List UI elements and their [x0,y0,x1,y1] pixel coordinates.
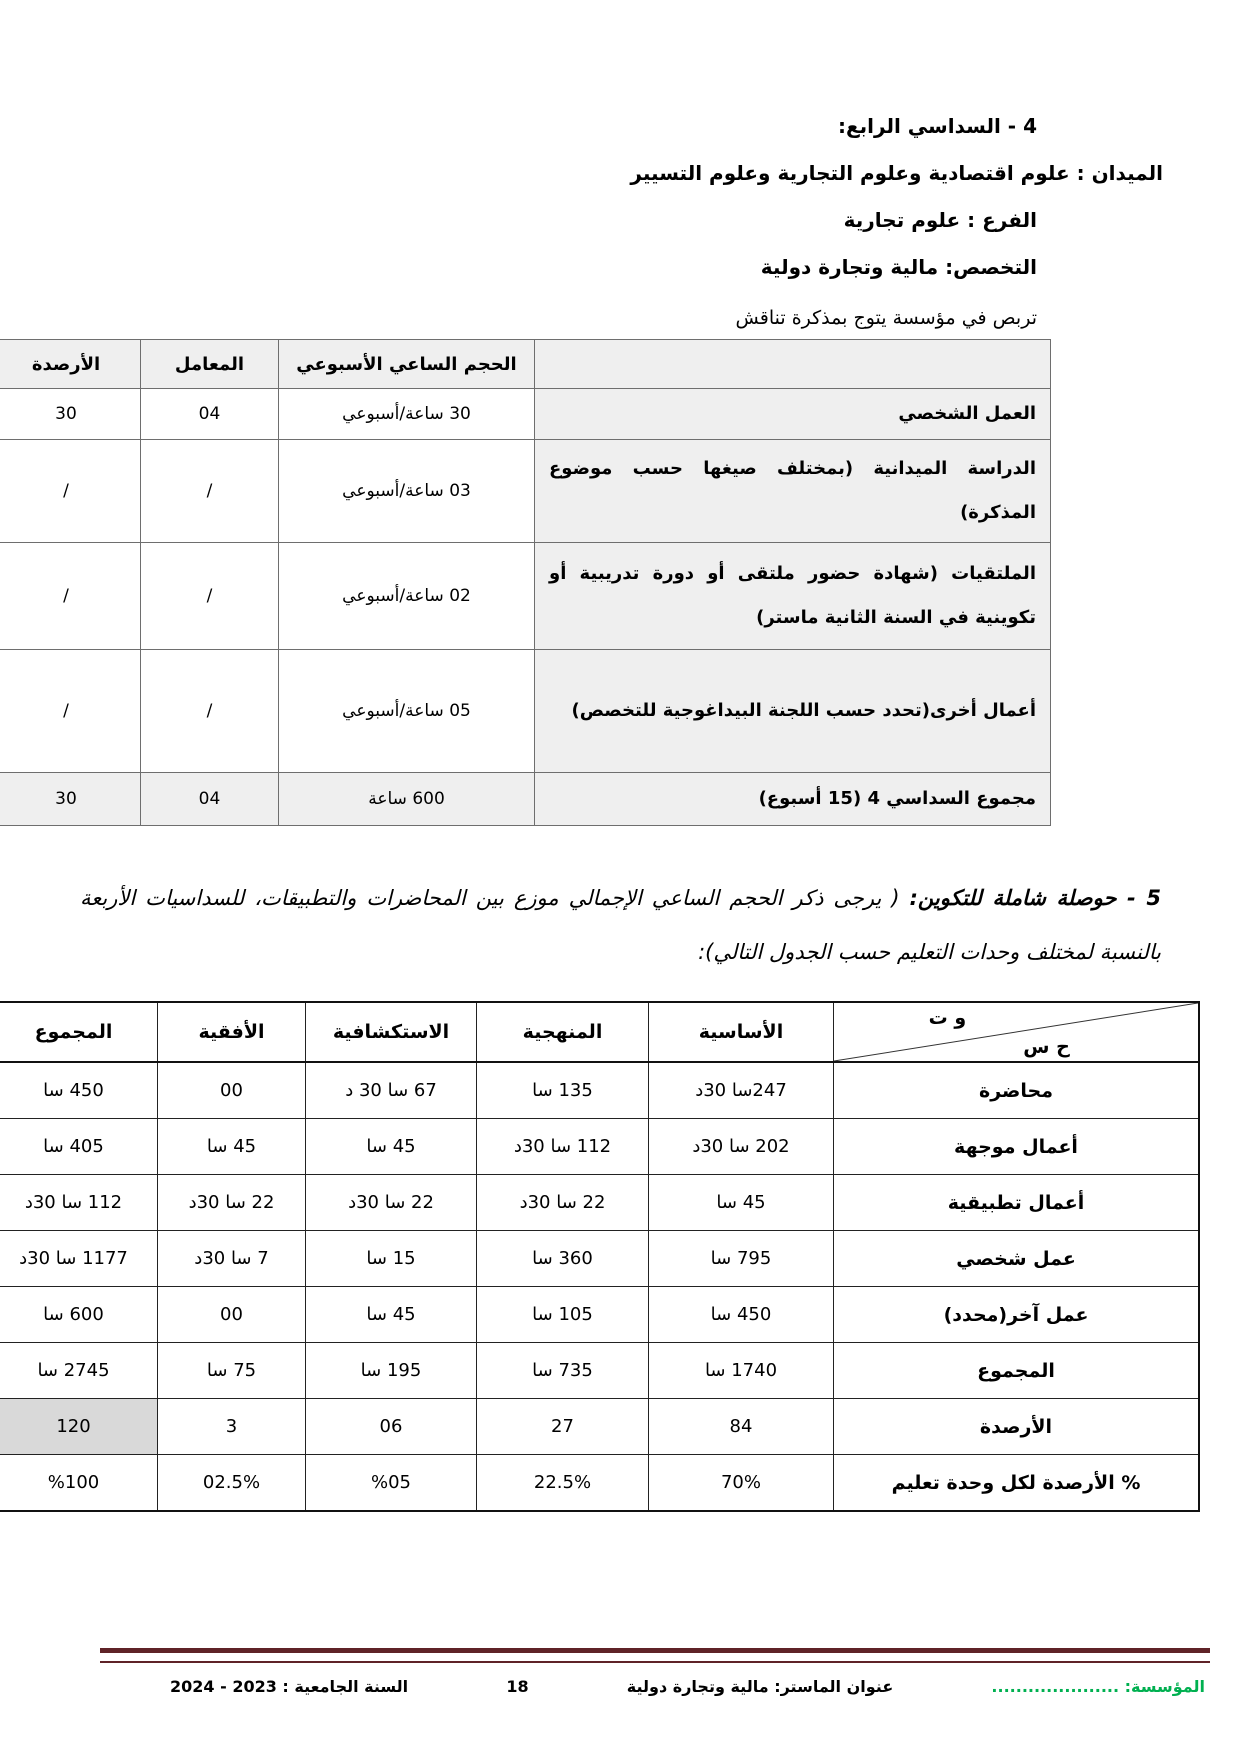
weekly-value: 30 ساعة/أسبوعي [279,389,535,440]
table-total-row [0,1343,1199,1399]
master-title-label: عنوان الماستر: مالية وتجارة دولية [626,1677,894,1696]
cell-value: 1177 سا 30د [0,1231,158,1287]
footer-divider [100,1648,1210,1663]
table-row [0,1175,1199,1231]
page-number: 18 [506,1677,529,1696]
cell-value: 70% [649,1455,834,1512]
specialty-line: التخصص: مالية وتجارة دولية [760,255,1037,279]
table-row [0,1062,1199,1119]
corner-units-label: و ت [928,1006,967,1029]
cell-value: 45 سا [306,1119,477,1175]
table-row [0,543,1051,650]
col-header-coefficient: المعامل [141,340,279,389]
weekly-value: 02 ساعة/أسبوعي [279,543,535,650]
col-header-weekly-volume: الحجم الساعي الأسبوعي [279,340,535,389]
coefficient-value: / [141,650,279,773]
semester-title: 4 - السداسي الرابع: [838,114,1037,138]
row-label: عمل آخر(محدد) [834,1287,1200,1343]
institution-label: المؤسسة: ..................... [991,1677,1205,1696]
cell-value: 75 سا [158,1343,306,1399]
coefficient-value: / [141,440,279,543]
cell-value: 112 سا 30د [0,1175,158,1231]
cell-value: 15 سا [306,1231,477,1287]
cell-value: 22 سا 30د [158,1175,306,1231]
internship-note: تربص في مؤسسة يتوج بمذكرة تناقش [735,307,1037,329]
page-footer [0,1648,1241,1696]
cell-value: 45 سا [306,1287,477,1343]
cell-value: 600 سا [0,1287,158,1343]
cell-value: %05 [306,1455,477,1512]
cell-value: 22 سا 30د [306,1175,477,1231]
cell-value: 795 سا [649,1231,834,1287]
section5-text: ( يرجى ذكر الحجم الساعي الإجمالي موزع بين المحاضرات والتطبيقات، للسداسيات الأربعة بالنسبة لمختلف وحدات التعليم حسب الجدول التالي): [80,886,1161,964]
total-weekly-value: 600 ساعة [279,773,535,826]
cell-value: 45 سا [158,1119,306,1175]
cell-value: 112 سا 30د [477,1119,649,1175]
header-block [0,0,1241,291]
cell-value: 84 [649,1399,834,1455]
row-label: % الأرصدة لكل وحدة تعليم [834,1455,1200,1512]
empty-corner-cell [535,340,1051,389]
cell-value: 735 سا [477,1343,649,1399]
cell-value: 3 [158,1399,306,1455]
row-label: أعمال موجهة [834,1119,1200,1175]
col-header-total: المجموع [0,1002,158,1062]
row-label: الأرصدة [834,1399,1200,1455]
table-row [0,1231,1199,1287]
coefficient-value: 04 [141,389,279,440]
total-credits-value: 30 [0,773,141,826]
cell-value: 00 [158,1287,306,1343]
table-row [0,650,1051,773]
col-header-credits: الأرصدة [0,340,141,389]
cell-value: 7 سا 30د [158,1231,306,1287]
table-credits-row [0,1399,1199,1455]
col-header-fundamental: الأساسية [649,1002,834,1062]
row-label: محاضرة [834,1062,1200,1119]
cell-value: 2745 سا [0,1343,158,1399]
cell-value: 247سا 30د [649,1062,834,1119]
weekly-value: 05 ساعة/أسبوعي [279,650,535,773]
credits-value: / [0,650,141,773]
table-row [0,1119,1199,1175]
table-total-row [0,773,1051,826]
row-label: الملتقيات (شهادة حضور ملتقى أو دورة تدريبية أو تكوينية في السنة الثانية ماستر) [535,543,1051,650]
row-label: الدراسة الميدانية (بمختلف صيغها حسب موضوع المذكرة) [535,440,1051,543]
total-credits-cell: 120 [0,1399,158,1455]
cell-value: 27 [477,1399,649,1455]
total-coefficient-value: 04 [141,773,279,826]
cell-value: 22.5% [477,1455,649,1512]
table-header-row [0,340,1051,389]
diagonal-line-icon [834,1003,1198,1061]
row-label: عمل شخصي [834,1231,1200,1287]
cell-value: 405 سا [0,1119,158,1175]
table-row [0,440,1051,543]
cell-value: 45 سا [649,1175,834,1231]
coefficient-value: / [141,543,279,650]
weekly-value: 03 ساعة/أسبوعي [279,440,535,543]
section5-title: 5 - حوصلة شاملة للتكوين: [909,886,1162,910]
credits-value: / [0,440,141,543]
branch-line: الفرع : علوم تجارية [843,208,1037,232]
diagonal-corner-cell [834,1002,1200,1062]
cell-value: 105 سا [477,1287,649,1343]
footer-text-row [0,1663,1241,1696]
col-header-discovery: الاستكشافية [306,1002,477,1062]
cell-value: %100 [0,1455,158,1512]
row-label: أعمال أخرى(تحدد حسب اللجنة البيداغوجية للتخصص) [535,650,1051,773]
table-percent-row [0,1455,1199,1512]
row-label: أعمال تطبيقية [834,1175,1200,1231]
cell-value: 450 سا [0,1062,158,1119]
col-header-transversal: الأفقية [158,1002,306,1062]
cell-value: 22 سا 30د [477,1175,649,1231]
field-line: الميدان : علوم اقتصادية وعلوم التجارية وعلوم التسيير [630,161,1163,185]
row-label: العمل الشخصي [535,389,1051,440]
col-header-methodology: المنهجية [477,1002,649,1062]
cell-value: 00 [158,1062,306,1119]
section5-paragraph [80,872,1161,979]
table-row [0,389,1051,440]
training-summary-table [0,1001,1200,1512]
cell-value: 02.5% [158,1455,306,1512]
cell-value: 06 [306,1399,477,1455]
semester4-table [0,339,1051,826]
cell-value: 360 سا [477,1231,649,1287]
corner-hours-label: ح س [1023,1035,1070,1058]
academic-year-label: السنة الجامعية : 2023 - 2024 [170,1677,409,1696]
total-row-label: مجموع السداسي 4 (15 أسبوع) [535,773,1051,826]
cell-value: 202 سا 30د [649,1119,834,1175]
credits-value: 30 [0,389,141,440]
cell-value: 450 سا [649,1287,834,1343]
cell-value: 195 سا [306,1343,477,1399]
row-label: المجموع [834,1343,1200,1399]
cell-value: 1740 سا [649,1343,834,1399]
credits-value: / [0,543,141,650]
table-header-row [0,1002,1199,1062]
cell-value: 67 سا 30 د [306,1062,477,1119]
table-row [0,1287,1199,1343]
cell-value: 135 سا [477,1062,649,1119]
